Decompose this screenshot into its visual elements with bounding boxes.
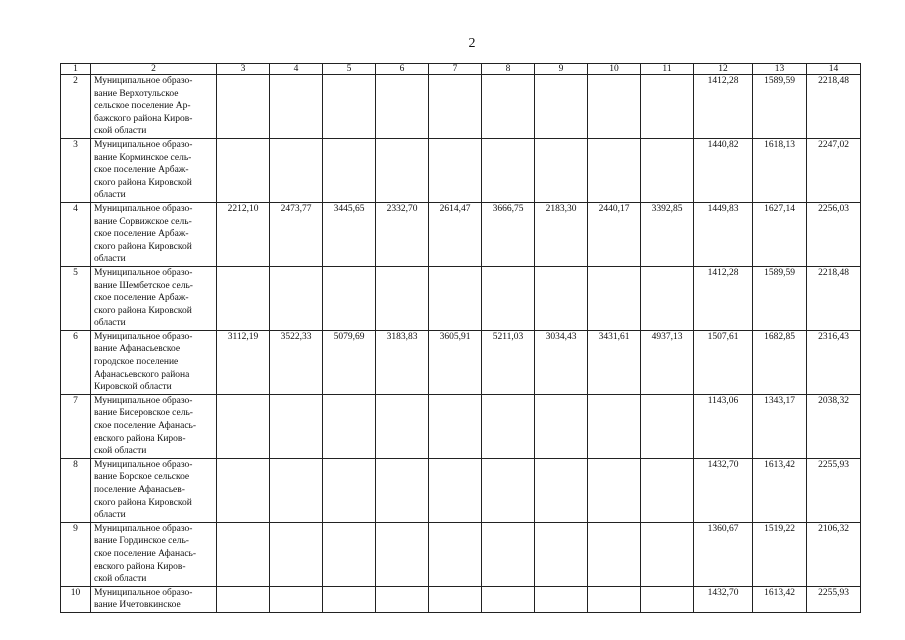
municipality-name-line: ского района Кировской [94, 305, 192, 316]
municipality-name [91, 586, 217, 612]
municipality-name [91, 522, 217, 586]
municipality-name-line: вание Афанасьевское [94, 344, 181, 355]
municipality-name-line: городское поселение [94, 357, 179, 368]
municipality-name-line: евского района Киров- [94, 561, 186, 572]
table-row [61, 75, 861, 139]
row-number: 2 [61, 75, 91, 139]
tariff-value-col-3 [217, 394, 270, 458]
municipality-name-line: области [94, 318, 126, 329]
tariff-value-col-4 [270, 458, 323, 522]
table-body [61, 75, 861, 613]
tariff-value-col-6 [376, 75, 429, 139]
tariff-value-col-5: 5079,69 [323, 330, 376, 394]
municipality-name-line: ское поселение Афанась- [94, 548, 197, 559]
municipality-name-line: Муниципальное образо- [94, 139, 193, 150]
tariff-value-col-9 [535, 138, 588, 202]
tariff-value-col-11 [641, 522, 694, 586]
column-header: 4 [270, 64, 323, 75]
column-header: 5 [323, 64, 376, 75]
row-number: 10 [61, 586, 91, 612]
municipality-name [91, 394, 217, 458]
row-number: 7 [61, 394, 91, 458]
municipality-name-line: поселение Афанасьев- [94, 485, 185, 495]
table-row [61, 522, 861, 586]
tariff-value-col-10 [588, 394, 641, 458]
tariff-value-col-4 [270, 394, 323, 458]
tariff-value-col-3 [217, 75, 270, 139]
tariff-value-col-12: 1449,83 [694, 202, 753, 266]
tariff-value-col-10 [588, 75, 641, 139]
tariff-value-col-11 [641, 266, 694, 330]
municipality-name-line: Муниципальное образо- [94, 523, 193, 534]
municipality-name-line: ское поселение Арбаж- [94, 229, 189, 240]
municipality-name-line: ской области [94, 446, 147, 457]
tariff-value-col-7 [429, 138, 482, 202]
tariff-value-col-14: 2247,02 [807, 138, 861, 202]
municipality-name-line: ское поселение Афанась- [94, 421, 197, 432]
tariff-value-col-13: 1618,13 [753, 138, 807, 202]
tariff-value-col-8 [482, 522, 535, 586]
tariff-value-col-3 [217, 586, 270, 612]
municipality-name-line: области [94, 510, 126, 521]
tariff-table [60, 63, 861, 613]
column-header: 10 [588, 64, 641, 75]
tariff-value-col-9 [535, 586, 588, 612]
tariff-value-col-14: 2218,48 [807, 266, 861, 330]
municipality-name-line: Муниципальное образо- [94, 587, 193, 598]
municipality-name-line: Муниципальное образо- [94, 395, 193, 406]
municipality-name-line: ское поселение Арбаж- [94, 293, 189, 304]
tariff-value-col-11 [641, 458, 694, 522]
tariff-value-col-6: 2332,70 [376, 202, 429, 266]
tariff-value-col-3: 3112,19 [217, 330, 270, 394]
tariff-value-col-4 [270, 586, 323, 612]
municipality-name-line: Муниципальное образо- [94, 203, 193, 214]
municipality-name-line: ского района Кировской [94, 241, 192, 252]
municipality-name-line: бажского района Киров- [94, 113, 193, 124]
tariff-value-col-14: 2316,43 [807, 330, 861, 394]
tariff-value-col-12: 1143,06 [694, 394, 753, 458]
tariff-value-col-12: 1360,67 [694, 522, 753, 586]
tariff-value-col-9: 2183,30 [535, 202, 588, 266]
tariff-value-col-9 [535, 522, 588, 586]
tariff-value-col-13: 1682,85 [753, 330, 807, 394]
municipality-name-line: области [94, 190, 126, 201]
tariff-value-col-8 [482, 138, 535, 202]
tariff-value-col-5 [323, 522, 376, 586]
municipality-name-line: ское поселение Арбаж- [94, 165, 189, 176]
row-number: 8 [61, 458, 91, 522]
tariff-value-col-13: 1589,59 [753, 75, 807, 139]
municipality-name-line: Муниципальное образо- [94, 331, 193, 342]
tariff-value-col-6 [376, 266, 429, 330]
municipality-name [91, 330, 217, 394]
tariff-value-col-7 [429, 75, 482, 139]
tariff-value-col-7 [429, 266, 482, 330]
municipality-name-line: Муниципальное образо- [94, 459, 193, 470]
municipality-name-line: вание Борское сельское [94, 472, 190, 483]
tariff-value-col-8 [482, 266, 535, 330]
column-header: 12 [694, 64, 753, 75]
municipality-name-line: области [94, 254, 126, 265]
column-header: 1 [61, 64, 91, 75]
tariff-value-col-14: 2218,48 [807, 75, 861, 139]
tariff-value-col-4 [270, 138, 323, 202]
tariff-value-col-10: 3431,61 [588, 330, 641, 394]
tariff-value-col-6 [376, 394, 429, 458]
tariff-value-col-12: 1412,28 [694, 75, 753, 139]
tariff-value-col-3: 2212,10 [217, 202, 270, 266]
municipality-name-line: евского района Киров- [94, 433, 186, 444]
row-number: 5 [61, 266, 91, 330]
tariff-value-col-3 [217, 138, 270, 202]
tariff-value-col-7 [429, 458, 482, 522]
tariff-value-col-8: 5211,03 [482, 330, 535, 394]
tariff-value-col-5: 3445,65 [323, 202, 376, 266]
tariff-value-col-4 [270, 522, 323, 586]
tariff-value-col-13: 1589,59 [753, 266, 807, 330]
table-row [61, 586, 861, 612]
tariff-value-col-10 [588, 138, 641, 202]
tariff-value-col-11: 4937,13 [641, 330, 694, 394]
municipality-name [91, 138, 217, 202]
tariff-value-col-5 [323, 266, 376, 330]
tariff-value-col-7 [429, 586, 482, 612]
tariff-value-col-3 [217, 458, 270, 522]
tariff-value-col-10 [588, 458, 641, 522]
column-header: 3 [217, 64, 270, 75]
tariff-value-col-14: 2038,32 [807, 394, 861, 458]
tariff-value-col-6 [376, 586, 429, 612]
table-row [61, 458, 861, 522]
tariff-value-col-10 [588, 586, 641, 612]
row-number: 4 [61, 202, 91, 266]
tariff-value-col-5 [323, 586, 376, 612]
municipality-name [91, 202, 217, 266]
tariff-value-col-12: 1507,61 [694, 330, 753, 394]
tariff-value-col-5 [323, 75, 376, 139]
tariff-value-col-14: 2255,93 [807, 458, 861, 522]
municipality-name-line: вание Шембетское сель- [94, 280, 193, 291]
municipality-name [91, 458, 217, 522]
tariff-value-col-6 [376, 522, 429, 586]
tariff-value-col-8 [482, 394, 535, 458]
tariff-value-col-7: 2614,47 [429, 202, 482, 266]
tariff-value-col-8: 3666,75 [482, 202, 535, 266]
tariff-value-col-7 [429, 522, 482, 586]
municipality-name-line: вание Бисеровское сель- [94, 408, 193, 419]
tariff-value-col-8 [482, 75, 535, 139]
tariff-value-col-13: 1613,42 [753, 586, 807, 612]
page-number: 2 [468, 36, 476, 51]
municipality-name-line: Афанасьевского района [94, 369, 190, 380]
row-number: 6 [61, 330, 91, 394]
tariff-value-col-12: 1432,70 [694, 586, 753, 612]
tariff-value-col-4: 2473,77 [270, 202, 323, 266]
municipality-name [91, 75, 217, 139]
tariff-value-col-13: 1627,14 [753, 202, 807, 266]
row-number: 3 [61, 138, 91, 202]
municipality-name-line: сельское поселение Ар- [94, 101, 191, 112]
municipality-name-line: ского района Кировской [94, 177, 192, 188]
table-row [61, 266, 861, 330]
column-header: 8 [482, 64, 535, 75]
municipality-name-line: вание Верхотульское [94, 88, 179, 99]
tariff-value-col-14: 2255,93 [807, 586, 861, 612]
tariff-value-col-7 [429, 394, 482, 458]
tariff-value-col-10 [588, 266, 641, 330]
municipality-name-line: Муниципальное образо- [94, 267, 193, 278]
tariff-value-col-5 [323, 394, 376, 458]
municipality-name [91, 266, 217, 330]
tariff-value-col-4: 3522,33 [270, 330, 323, 394]
tariff-value-col-11 [641, 586, 694, 612]
tariff-value-col-5 [323, 138, 376, 202]
municipality-name-line: Кировской области [94, 382, 172, 393]
tariff-value-col-5 [323, 458, 376, 522]
municipality-name-line: вание Сорвижское сель- [94, 216, 192, 227]
tariff-value-col-4 [270, 266, 323, 330]
tariff-value-col-11 [641, 394, 694, 458]
municipality-name-line: вание Корминское сель- [94, 152, 192, 163]
row-number: 9 [61, 522, 91, 586]
column-header: 2 [91, 64, 217, 75]
tariff-value-col-13: 1343,17 [753, 394, 807, 458]
column-header: 9 [535, 64, 588, 75]
column-header: 14 [807, 64, 861, 75]
tariff-value-col-9 [535, 394, 588, 458]
tariff-value-col-12: 1412,28 [694, 266, 753, 330]
column-header: 13 [753, 64, 807, 75]
table-row [61, 394, 861, 458]
tariff-value-col-12: 1440,82 [694, 138, 753, 202]
tariff-value-col-9: 3034,43 [535, 330, 588, 394]
tariff-value-col-11 [641, 138, 694, 202]
municipality-name-line: ского района Кировской [94, 497, 192, 508]
tariff-value-col-3 [217, 266, 270, 330]
tariff-value-col-10 [588, 522, 641, 586]
tariff-value-col-9 [535, 75, 588, 139]
tariff-value-col-9 [535, 266, 588, 330]
municipality-name-line: вание Ичетовкинское [94, 600, 181, 611]
table-row [61, 202, 861, 266]
tariff-value-col-4 [270, 75, 323, 139]
table-row [61, 330, 861, 394]
tariff-value-col-7: 3605,91 [429, 330, 482, 394]
tariff-value-col-3 [217, 522, 270, 586]
tariff-value-col-13: 1613,42 [753, 458, 807, 522]
tariff-value-col-6 [376, 138, 429, 202]
municipality-name-line: ской области [94, 574, 147, 585]
tariff-value-col-6 [376, 458, 429, 522]
municipality-name-line: ской области [94, 126, 147, 137]
municipality-name-line: Муниципальное образо- [94, 76, 193, 86]
tariff-value-col-10: 2440,17 [588, 202, 641, 266]
tariff-value-col-6: 3183,83 [376, 330, 429, 394]
tariff-value-col-8 [482, 458, 535, 522]
tariff-value-col-14: 2256,03 [807, 202, 861, 266]
tariff-value-col-11 [641, 75, 694, 139]
column-header: 7 [429, 64, 482, 75]
tariff-value-col-14: 2106,32 [807, 522, 861, 586]
tariff-value-col-13: 1519,22 [753, 522, 807, 586]
column-header: 11 [641, 64, 694, 75]
table-row [61, 138, 861, 202]
tariff-value-col-8 [482, 586, 535, 612]
municipality-name-line: вание Гординское сель- [94, 536, 189, 547]
tariff-value-col-11: 3392,85 [641, 202, 694, 266]
tariff-value-col-9 [535, 458, 588, 522]
tariff-value-col-12: 1432,70 [694, 458, 753, 522]
column-header: 6 [376, 64, 429, 75]
header-row [61, 64, 861, 75]
